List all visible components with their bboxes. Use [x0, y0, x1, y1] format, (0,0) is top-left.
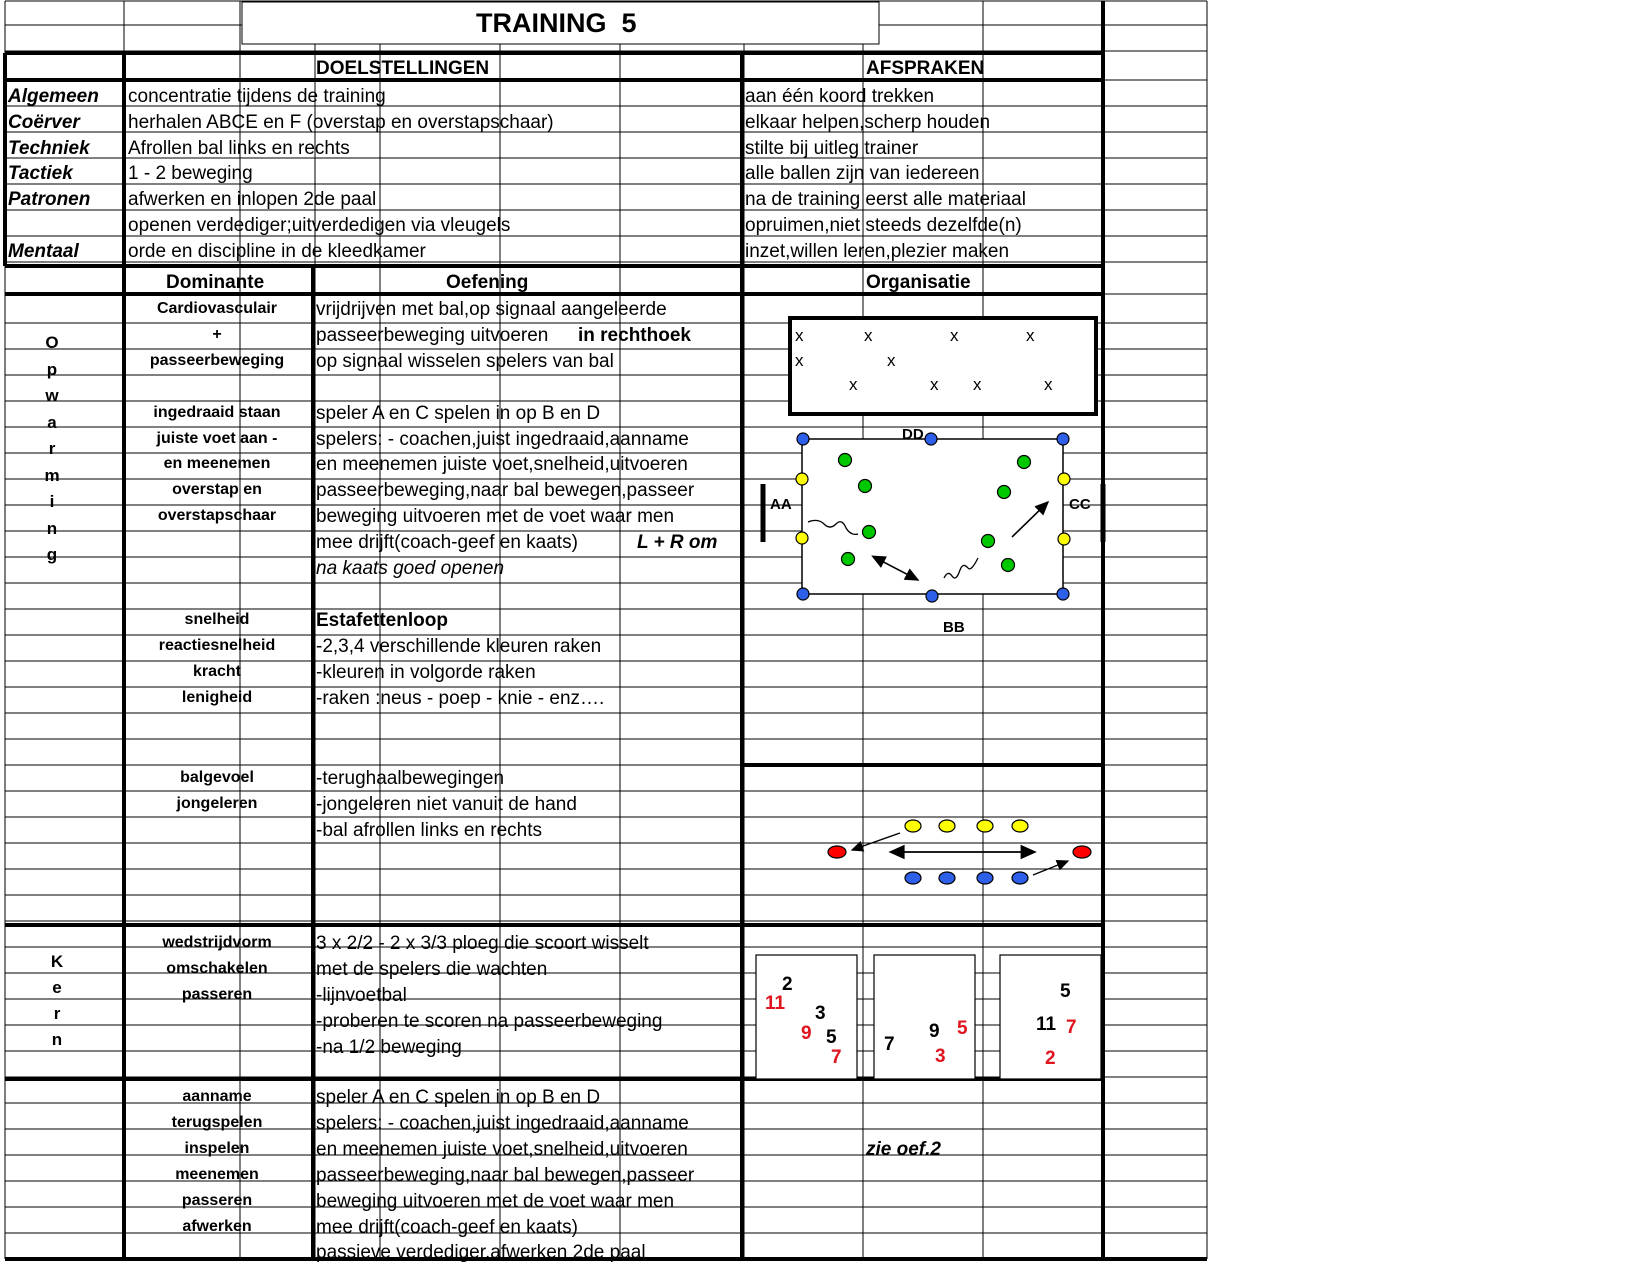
- blue-cone: [1057, 433, 1069, 445]
- goal-afspraak: opruimen,niet steeds dezelfde(n): [745, 215, 1022, 236]
- lr-om-label: L + R om: [637, 532, 718, 553]
- dominante-cell: ingedraaid staan: [153, 403, 281, 421]
- oefening-cell: passieve verdediger,afwerken 2de paal: [316, 1242, 646, 1264]
- oefening-cell: en meenemen juiste voet,snelheid,uitvoeren: [316, 454, 688, 476]
- label-bb: BB: [943, 619, 965, 636]
- label-aa: AA: [770, 496, 792, 513]
- player-number: 5: [957, 1018, 968, 1039]
- green-player: [859, 480, 872, 493]
- oefening-cell: passeerbeweging uitvoeren: [316, 324, 549, 346]
- opwarming-letter: m: [44, 465, 60, 485]
- blue-cone: [797, 588, 809, 600]
- opwarming-letter: a: [47, 412, 57, 432]
- oefening-cell: -raken :neus - poep - knie - enz….: [316, 687, 605, 709]
- opwarming-letter: g: [46, 545, 58, 564]
- player-number: 3: [815, 1003, 826, 1024]
- yellow-cone: [939, 820, 955, 832]
- dominante-cell: Cardiovasculair: [156, 300, 278, 317]
- oefening-cell: spelers: - coachen,juist ingedraaid,aanname: [316, 428, 689, 450]
- yellow-cone: [1058, 533, 1070, 545]
- player-x-mark: x: [973, 375, 982, 394]
- yellow-cone: [905, 820, 921, 832]
- oefening-cell: -jongeleren niet vanuit de hand: [316, 793, 577, 815]
- note-zie-oef: zie oef.2: [866, 1139, 941, 1160]
- goal-label: Coërver: [8, 111, 80, 133]
- player-x-mark: x: [849, 375, 858, 394]
- small-pitch: [756, 955, 857, 1079]
- dominante-cell: terugspelen: [171, 1113, 263, 1131]
- oefening-cell: -bal afrollen links en rechts: [316, 819, 542, 841]
- oefening-cell: na kaats goed openen: [316, 558, 505, 579]
- oefening-cell: vrijdrijven met bal,op signaal aangeleerde: [316, 299, 667, 320]
- player-number: 7: [1066, 1017, 1077, 1038]
- green-player: [982, 535, 995, 548]
- label-cc: CC: [1069, 496, 1091, 513]
- oefening-bold-suffix: in rechthoek: [578, 325, 691, 346]
- oefening-cell: -2,3,4 verschillende kleuren raken: [316, 636, 602, 657]
- goal-afspraak: stilte bij uitleg trainer: [745, 137, 919, 159]
- opwarming-letter: O: [45, 333, 59, 352]
- dominante-cell: lenigheid: [181, 688, 253, 706]
- yellow-cone: [796, 473, 808, 485]
- green-player: [1018, 456, 1031, 469]
- red-cone: [1073, 846, 1091, 858]
- opwarming-letter: r: [48, 439, 56, 458]
- blue-cone: [905, 872, 921, 884]
- dominante-cell: omschakelen: [166, 959, 268, 977]
- kern-letter: K: [50, 952, 64, 971]
- green-player: [863, 526, 876, 539]
- player-number: 7: [884, 1034, 895, 1055]
- page-title: TRAINING 5: [476, 8, 637, 38]
- oefening-cell: op signaal wisselen spelers van bal: [316, 350, 614, 372]
- dominante-cell: juiste voet aan -: [156, 429, 278, 447]
- goal-afspraak: aan één koord trekken: [745, 86, 935, 107]
- green-player: [842, 553, 855, 566]
- oefening-cell: mee drijft(coach-geef en kaats): [316, 532, 578, 554]
- goal-text: Afrollen bal links en rechts: [128, 137, 350, 159]
- opwarming-letter: p: [46, 359, 58, 379]
- player-x-mark: x: [1044, 375, 1053, 394]
- yellow-cone: [796, 532, 808, 544]
- dominante-cell: reactiesnelheid: [158, 636, 276, 654]
- oefening-cell: 3 x 2/2 - 2 x 3/3 ploeg die scoort wisselt: [316, 933, 649, 954]
- dominante-cell: passeerbeweging: [149, 351, 285, 369]
- oefening-cell: passeerbeweging,naar bal bewegen,passeer: [316, 480, 695, 502]
- dominante-cell: snelheid: [184, 611, 250, 628]
- green-player: [1002, 559, 1015, 572]
- kern-letter: e: [52, 978, 62, 997]
- goal-label: Tactiek: [8, 163, 73, 185]
- goal-label: Mentaal: [8, 240, 79, 262]
- oefening-cell: met de spelers die wachten: [316, 958, 548, 980]
- green-player: [998, 486, 1011, 499]
- oefening-cell: -kleuren in volgorde raken: [316, 661, 536, 683]
- goal-label: Techniek: [8, 137, 90, 159]
- player-number: 5: [826, 1027, 837, 1048]
- blue-cone: [925, 433, 937, 445]
- small-pitch: [874, 955, 975, 1079]
- player-x-mark: x: [930, 375, 939, 394]
- arrow-to-left-red: [852, 833, 900, 850]
- player-x-mark: x: [1026, 326, 1035, 345]
- player-x-mark: x: [864, 326, 873, 345]
- player-x-mark: x: [950, 326, 959, 345]
- oefening-cell: beweging uitvoeren met de voet waar men: [316, 1190, 675, 1212]
- kern-letter: n: [51, 1030, 63, 1049]
- red-cone: [828, 846, 846, 858]
- goal-afspraak: inzet,willen leren,plezier maken: [745, 240, 1010, 262]
- oefening-cell: -terughaalbewegingen: [316, 768, 505, 789]
- dominante-cell: aanname: [182, 1088, 252, 1105]
- dominante-cell: meenemen: [175, 1165, 259, 1183]
- blue-cone: [1012, 872, 1028, 884]
- dominante-cell: +: [212, 325, 222, 343]
- opwarming-letter: n: [46, 518, 58, 538]
- dominante-cell: wedstrijdvorm: [162, 934, 272, 951]
- player-number: 7: [831, 1047, 842, 1068]
- yellow-cone: [977, 820, 993, 832]
- player-x-mark: x: [887, 351, 896, 370]
- player-number: 11: [765, 993, 786, 1014]
- oefening-cell: speler A en C spelen in op B en D: [316, 402, 601, 424]
- dominante-cell: inspelen: [184, 1139, 250, 1157]
- goal-text: 1 - 2 beweging: [128, 163, 253, 185]
- blue-cone: [977, 872, 993, 884]
- goal-afspraak: elkaar helpen,scherp houden: [745, 111, 991, 133]
- oefening-cell: spelers: - coachen,juist ingedraaid,aanname: [316, 1112, 689, 1134]
- opwarming-letter: i: [49, 492, 55, 511]
- dominante-cell: passeren: [181, 985, 253, 1003]
- oefening-cell: en meenemen juiste voet,snelheid,uitvoeren: [316, 1138, 688, 1160]
- header-organisatie: Organisatie: [866, 272, 971, 293]
- label-dd: DD: [902, 426, 924, 443]
- goal-label: Algemeen: [8, 86, 99, 107]
- blue-cone: [926, 590, 938, 602]
- goal-afspraak: na de training eerst alle materiaal: [745, 189, 1026, 211]
- dominante-cell: jongeleren: [176, 794, 258, 812]
- oefening-cell: speler A en C spelen in op B en D: [316, 1087, 601, 1108]
- goal-afspraak: alle ballen zijn van iedereen: [745, 163, 980, 185]
- header-oefening: Oefening: [446, 272, 529, 293]
- blue-cone: [939, 872, 955, 884]
- yellow-cone: [1012, 820, 1028, 832]
- header-afspraken: AFSPRAKEN: [866, 58, 985, 79]
- blue-cone: [1057, 588, 1069, 600]
- goal-text: openen verdediger;uitverdedigen via vleugels: [128, 215, 511, 236]
- header-dominante: Dominante: [166, 272, 265, 293]
- opwarming-letter: w: [45, 386, 59, 405]
- player-x-mark: x: [795, 326, 804, 345]
- player-number: 5: [1060, 981, 1071, 1002]
- player-x-mark: x: [795, 351, 804, 370]
- warmup-rectangle: [790, 318, 1096, 414]
- oefening-cell: -lijnvoetbal: [316, 984, 407, 1006]
- green-player: [839, 454, 852, 467]
- dominante-cell: balgevoel: [180, 769, 254, 786]
- goal-text: concentratie tijdens de training: [128, 86, 386, 107]
- player-number: 2: [1045, 1048, 1056, 1069]
- oefening-cell: -proberen te scoren na passeerbeweging: [316, 1010, 663, 1032]
- player-number: 3: [935, 1046, 946, 1067]
- arrow-to-right-red: [1033, 861, 1068, 875]
- dominante-cell: overstap en: [172, 481, 262, 499]
- player-number: 9: [929, 1021, 940, 1042]
- header-doelstellingen: DOELSTELLINGEN: [316, 58, 490, 79]
- dominante-cell: afwerken: [182, 1217, 252, 1235]
- player-number: 9: [801, 1023, 812, 1044]
- estafette-title: Estafettenloop: [316, 610, 448, 631]
- oefening-cell: passeerbeweging,naar bal bewegen,passeer: [316, 1164, 695, 1186]
- player-number: 11: [1036, 1014, 1057, 1035]
- dominante-cell: en meenemen: [163, 455, 271, 473]
- yellow-cone: [1058, 473, 1070, 485]
- oefening-cell: mee drijft(coach-geef en kaats): [316, 1216, 578, 1238]
- organisation-diagrams: [756, 318, 1103, 1079]
- dominante-cell: kracht: [192, 662, 242, 680]
- dominante-cell: passeren: [181, 1191, 253, 1209]
- goal-text: afwerken en inlopen 2de paal: [128, 189, 377, 211]
- oefening-cell: -na 1/2 beweging: [316, 1036, 462, 1058]
- goal-label: Patronen: [8, 189, 91, 211]
- kern-letter: r: [53, 1004, 61, 1023]
- blue-cone: [797, 433, 809, 445]
- goal-text: orde en discipline in de kleedkamer: [128, 240, 426, 262]
- dominante-cell: overstapschaar: [157, 507, 277, 525]
- player-number: 2: [782, 974, 793, 995]
- oefening-cell: beweging uitvoeren met de voet waar men: [316, 506, 675, 528]
- goal-text: herhalen ABCE en F (overstap en overstapschaar): [128, 111, 554, 133]
